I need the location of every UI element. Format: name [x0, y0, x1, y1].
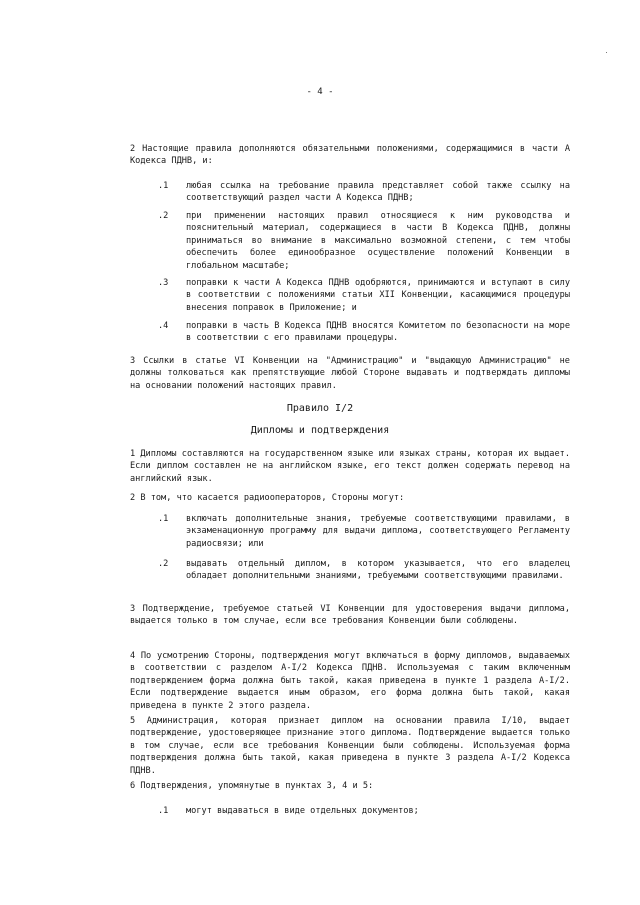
sub-text: при применении настоящих правил относящиеся к ним руководства и пояснительный материал, содержащиеся в части В Кодекса ПДНВ, должны приниматься во внимание в максимально возможной степени, с тем чтобы обеспечить более единообразное осуществление положений Конвенции в глобальном масштабе;	[186, 211, 570, 271]
sub-text: поправки к части А Кодекса ПДНВ одобряются, принимаются и вступают в силу в соответствии с положениями статьи XII Конвенции, касающимися процедуры внесения поправок в Приложение; и	[186, 278, 570, 313]
sub-number: .4	[158, 321, 169, 331]
subparagraph-r2-1	[158, 513, 570, 550]
rule-title: Правило I/2	[286, 403, 354, 414]
rule-paragraph-3: 3 Подтверждение, требуемое статьей VI Конвенции для удостоверения выдачи диплома, выдается только в том случае, если все требования Конвенции были соблюдены.	[130, 604, 570, 627]
rule-paragraph-2: 2 В том, что касается радиооператоров, Стороны могут:	[130, 493, 405, 503]
scan-speck	[606, 52, 607, 53]
sub-number: .1	[158, 181, 169, 191]
subparagraph-r6-1	[158, 805, 570, 817]
sub-text: включать дополнительные знания, требуемые соответствующими правилами, в экзаменационную программу для выдачи диплома, соответствующего Регламенту радиосвязи; или	[186, 514, 570, 549]
sub-number: .2	[158, 211, 169, 221]
rule-paragraph-1: 1 Дипломы составляются на государственном языке или языках страны, которая их выдает. Если диплом составлен не на английском языке, его текст должен содержать перевод на английский язык.	[130, 449, 570, 484]
sub-number: .1	[158, 514, 169, 524]
sub-number: .3	[158, 278, 169, 288]
sub-number: .1	[158, 806, 169, 816]
sub-text: любая ссылка на требование правила представляет собой также ссылку на соответствующий раздел части А Кодекса ПДНВ;	[186, 181, 570, 204]
rule-paragraph-6: 6 Подтверждения, упомянутые в пунктах 3, 4 и 5:	[130, 781, 374, 791]
sub-text: могут выдаваться в виде отдельных документов;	[186, 806, 419, 816]
paragraph-3: 3 Ссылки в статье VI Конвенции на "Администрацию" и "выдающую Администрацию" не должны толковаться как препятствующие любой Стороне выдавать и подтверждать дипломы на основании положений настоящих правил.	[130, 356, 570, 391]
sub-text: поправки в часть В Кодекса ПДНВ вносятся Комитетом по безопасности на море в соответствии с его правилами процедуры.	[186, 321, 570, 344]
subparagraph-2-2	[158, 210, 570, 272]
page-number: - 4 -	[306, 87, 334, 97]
sub-number: .2	[158, 559, 169, 569]
subparagraph-2-1	[158, 180, 570, 205]
paragraph-2: 2 Настоящие правила дополняются обязательными положениями, содержащимися в части А Кодекса ПДНВ, и:	[130, 144, 570, 167]
rule-paragraph-5: 5 Администрация, которая признает диплом на основании правила I/10, выдает подтверждение, удостоверяющее признание этого диплома. Подтверждение выдается только в том случае, если все требования Конвенции были соблюдены. Используемая форма подтверждения должна быть такой, какая приведена в пункте 3 раздела A-I/2 Кодекса ПДНВ.	[130, 716, 570, 776]
subparagraph-2-3	[158, 277, 570, 314]
subparagraph-2-4	[158, 320, 570, 345]
rule-subtitle: Дипломы и подтверждения	[250, 425, 390, 436]
rule-paragraph-4: 4 По усмотрению Стороны, подтверждения могут включаться в форму дипломов, выдаваемых в соответствии с разделом A-I/2 Кодекса ПДНВ. Используемая с таким включенным подтверждением форма должна быть такой, какая приведена в пункте 1 раздела A-I/2. Если подтверждение выдается иным образом, его форма должна быть такой, какая приведена в пункте 2 этого раздела.	[130, 651, 570, 711]
subparagraph-r2-2	[158, 558, 570, 583]
sub-text: выдавать отдельный диплом, в котором указывается, что его владелец обладает дополнительными знаниями, требуемыми соответствующими правилами.	[186, 559, 570, 582]
